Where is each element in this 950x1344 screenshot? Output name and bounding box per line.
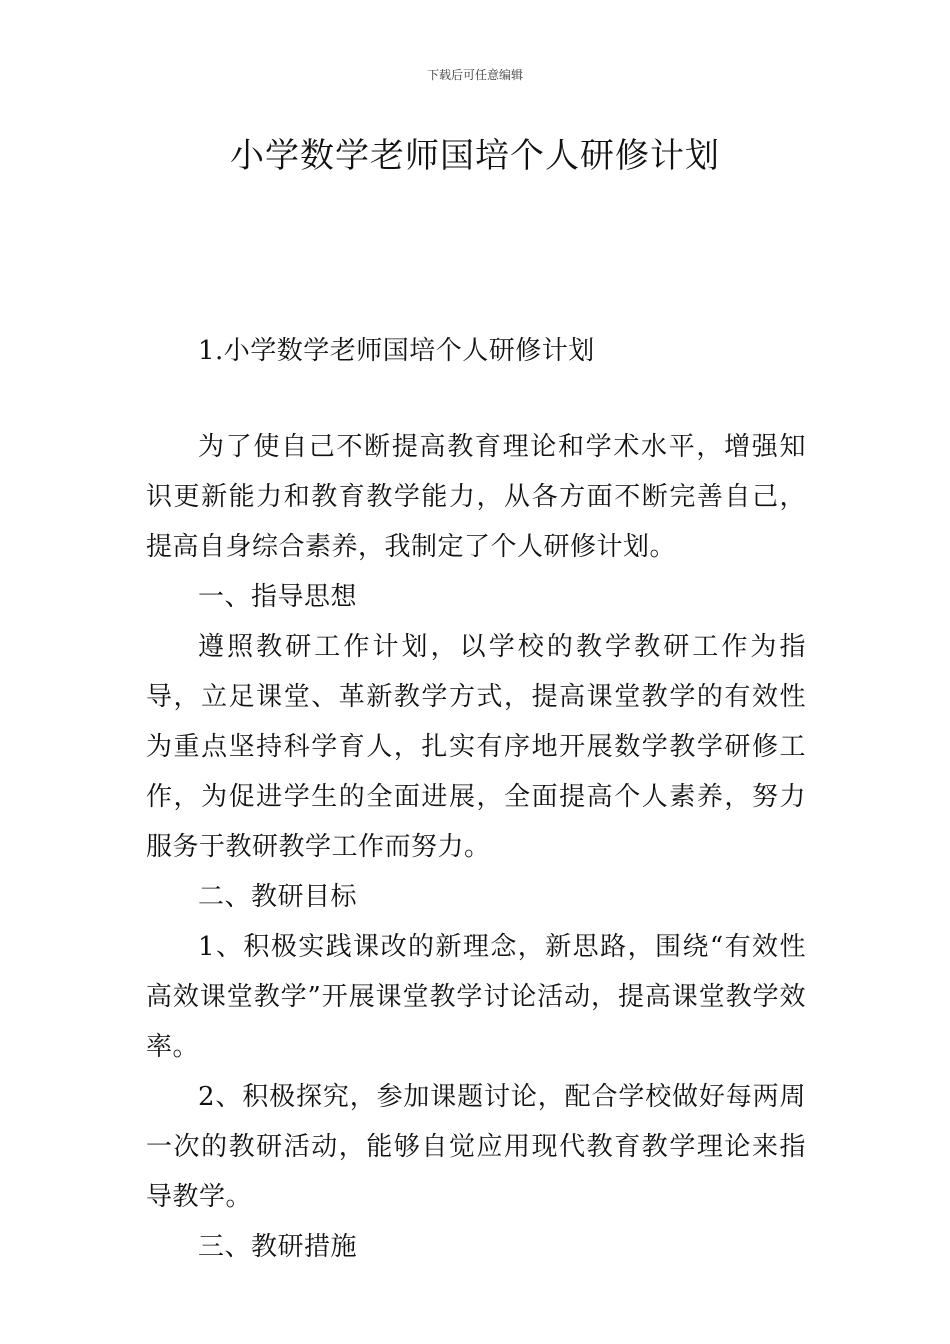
document-title: 小学数学老师国培个人研修计划	[230, 136, 720, 176]
section-heading-guiding-thought: 一、指导思想	[198, 582, 358, 612]
header-note: 下载后可任意编辑	[426, 68, 523, 82]
section-heading-research-measures: 三、教研措施	[198, 1232, 358, 1262]
goal-item-1: 1、积极实践课改的新理念，新思路，围绕“有效性高效课堂教学”开展课堂教学讨论活动，提高课堂教学效率。	[146, 932, 806, 1062]
document-body	[146, 422, 806, 1272]
section-heading-research-goals: 二、教研目标	[198, 882, 358, 912]
document-subtitle: 1.小学数学老师国培个人研修计划	[198, 336, 595, 366]
intro-paragraph: 为了使自己不断提高教育理论和学术水平，增强知识更新能力和教育教学能力，从各方面不断完善自己，提高自身综合素养，我制定了个人研修计划。	[146, 432, 806, 562]
goal-item-2: 2、积极探究，参加课题讨论，配合学校做好每两周一次的教研活动，能够自觉应用现代教育教学理论来指导教学。	[146, 1082, 806, 1212]
section-paragraph-guiding-thought: 遵照教研工作计划，以学校的教学教研工作为指导，立足课堂、革新教学方式，提高课堂教学的有效性为重点坚持科学育人，扎实有序地开展数学教学研修工作，为促进学生的全面进展，全面提高个人素养，努力服务于教研教学工作而努力。	[146, 632, 806, 862]
